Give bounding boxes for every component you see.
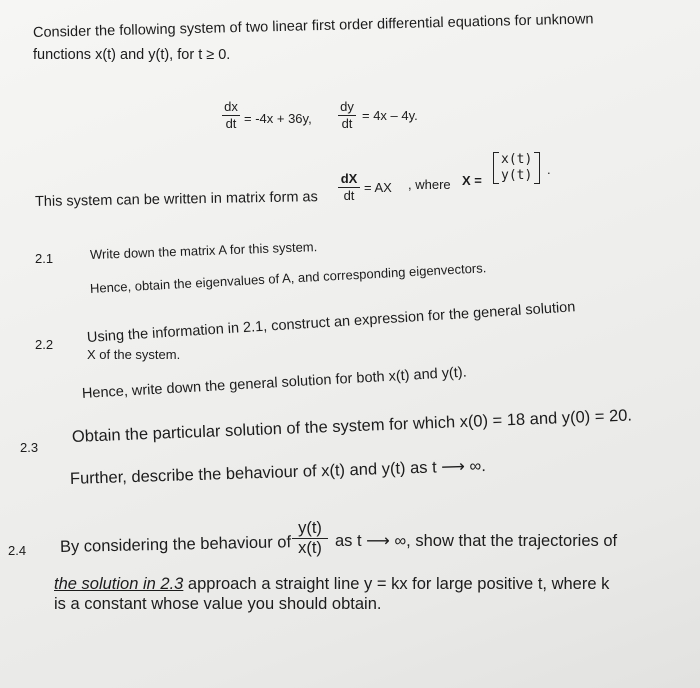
eq1-fraction (222, 100, 240, 130)
q22-line-3: Hence, write down the general solution for both x(t) and y(t). (81, 364, 468, 402)
eq1-numerator: dx (224, 99, 238, 114)
matrix-form-text: This system can be written in matrix form as (34, 189, 318, 210)
q23-line-1: Obtain the particular solution of the system for which x(0) = 18 and y(0) = 20. (71, 406, 633, 446)
q24-lead: By considering the behaviour of (59, 533, 292, 556)
q24-tail: as t ⟶ ∞, show that the trajectories of (335, 532, 618, 550)
q24-line-2 (54, 575, 609, 594)
matrix-form-fraction (338, 172, 360, 202)
q24-line-3: is a constant whose value you should obtain. (54, 595, 382, 613)
q21-line-2: Hence, obtain the eigenvalues of A, and corresponding eigenvectors. (89, 260, 487, 296)
q22-line-2: X of the system. (87, 347, 181, 362)
right-bracket (534, 152, 540, 184)
eq1-rhs: = -4x + 36y, (244, 111, 312, 126)
dX-denominator: dt (343, 187, 355, 203)
q21-line-1: Write down the matrix A for this system. (89, 239, 318, 262)
matrix-form-rhs: = AX (364, 180, 392, 195)
q23-line-2: Further, describe the behaviour of x(t) and y(t) as t ⟶ ∞. (69, 456, 487, 488)
column-vector (493, 152, 540, 184)
q24-fraction (292, 520, 328, 558)
q24-number: 2.4 (8, 543, 27, 558)
q24-numerator: y(t) (298, 519, 322, 537)
q24-denominator: x(t) (298, 539, 322, 558)
eq2-denominator: dt (341, 115, 353, 131)
matrix-form-end: . (547, 162, 551, 177)
matrix-form-where: , where (408, 177, 451, 192)
q21-number: 2.1 (35, 251, 54, 266)
vector-bottom-entry: y(t) (501, 168, 533, 183)
X-vector-label: X = (462, 173, 482, 188)
q22-number: 2.2 (35, 337, 54, 352)
intro-line-2: functions x(t) and y(t), for t ≥ 0. (33, 47, 231, 63)
eq2-numerator: dy (340, 99, 354, 114)
left-bracket (493, 152, 499, 184)
q23-number: 2.3 (20, 440, 39, 455)
vector-top-entry: x(t) (501, 152, 533, 167)
q22-line-1: Using the information in 2.1, construct an expression for the general solution (86, 299, 576, 346)
eq2-rhs: = 4x – 4y. (362, 108, 418, 123)
q24-line-2-rest: approach a straight line y = kx for large positive t, where k (183, 575, 610, 593)
intro-line-1: Consider the following system of two linear first order differential equations for unknown (32, 11, 594, 41)
eq2-fraction (338, 100, 356, 130)
q24-line-2-underlined: the solution in 2.3 (54, 575, 184, 593)
eq1-denominator: dt (225, 115, 237, 131)
dX-numerator: dX (340, 171, 358, 186)
